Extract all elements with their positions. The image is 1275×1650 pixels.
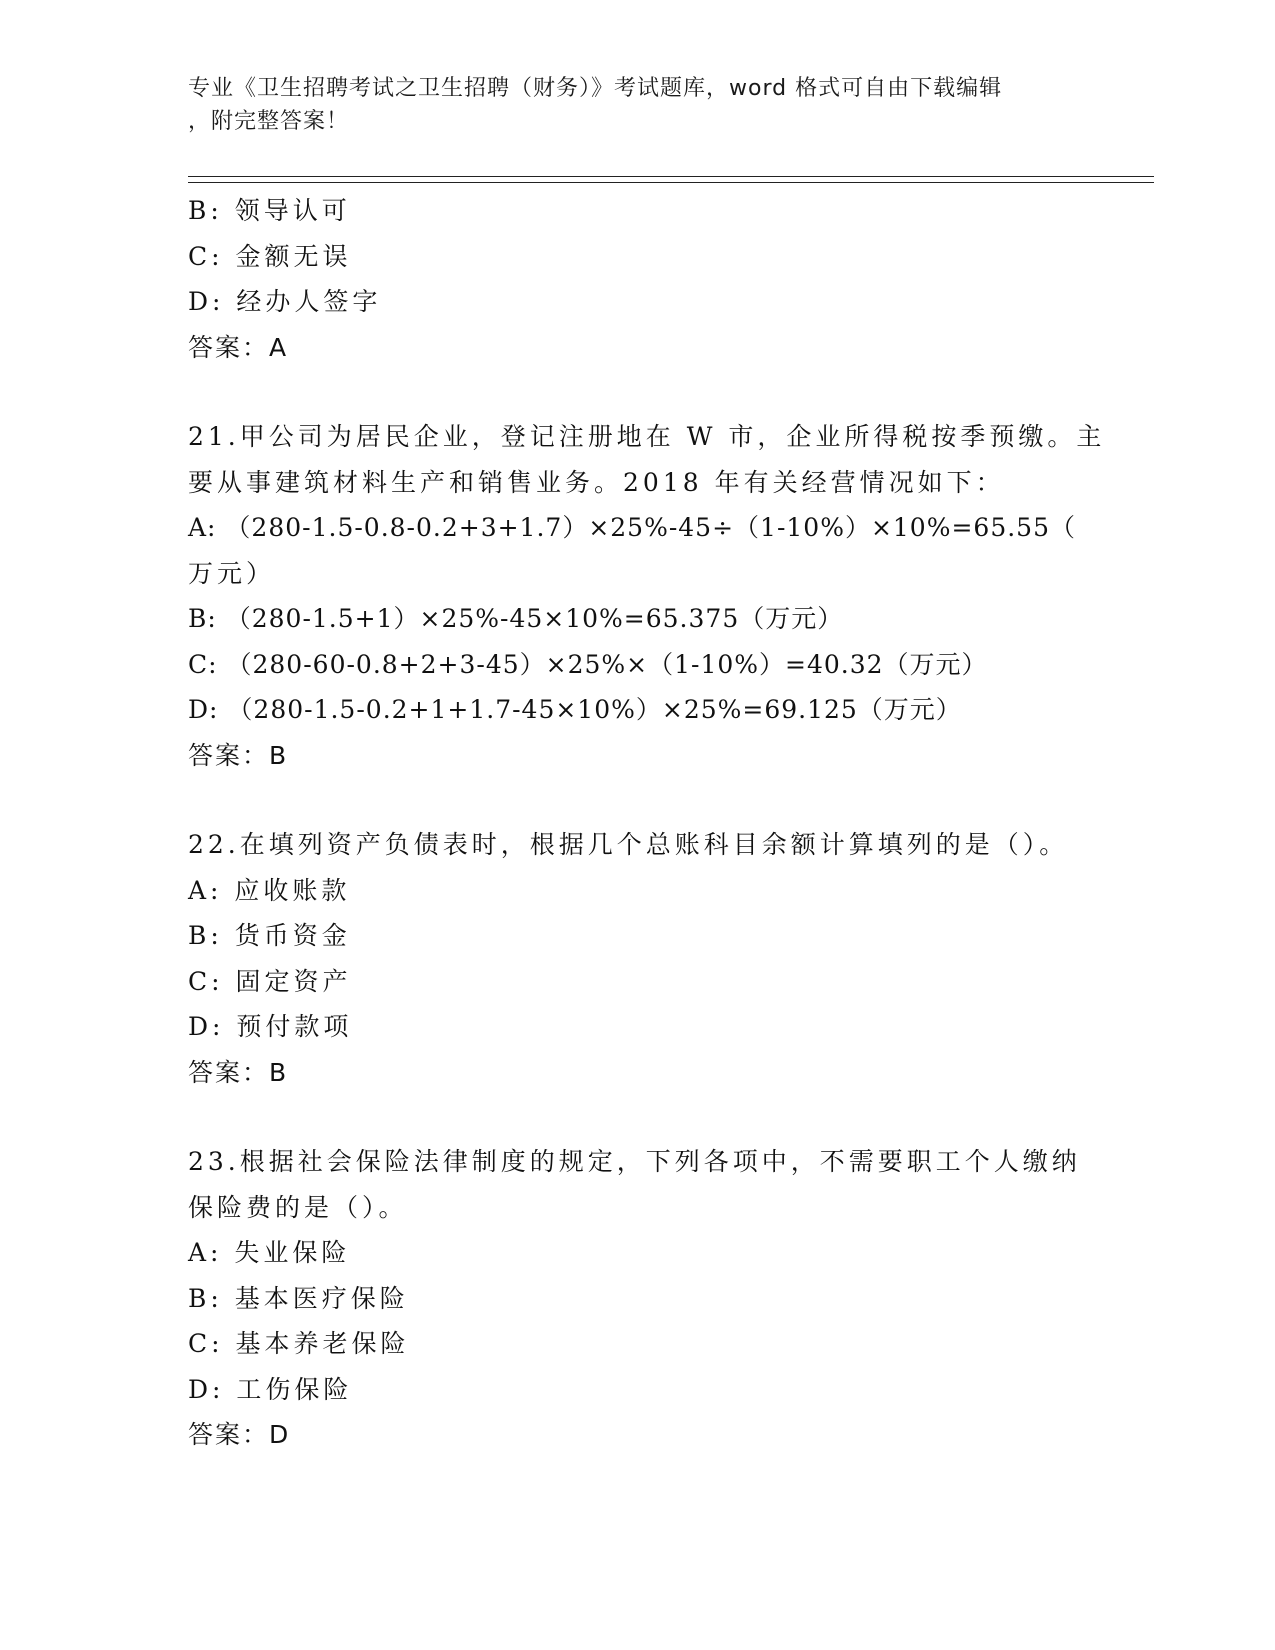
header-divider-top (188, 176, 1154, 177)
option-b: B: 货币资金 (188, 921, 351, 950)
option-c: C: （280-60-0.8+2+3-45）×25%×（1-10%）=40.32（万元） (188, 649, 988, 679)
document-body (188, 188, 1106, 1458)
option-c: C: 基本养老保险 (188, 1329, 410, 1358)
option-d: D: 预付款项 (188, 1012, 353, 1041)
answer: 答案：D (188, 1420, 291, 1449)
question-stem: 22.在填列资产负债表时，根据几个总账科目余额计算填列的是（）。 (188, 830, 1069, 859)
header-line-1: 专业《卫生招聘考试之卫生招聘（财务）》考试题库，word 格式可自由下载编辑 (188, 76, 1003, 101)
option-a: A: 应收账款 (188, 875, 351, 905)
question-stem-line-1: 23.根据社会保险法律制度的规定，下列各项中，不需要职工个人缴纳 (188, 1147, 1081, 1176)
answer: 答案：B (188, 740, 289, 770)
question-stem-line-2: 要从事建筑材料生产和销售业务。2018 年有关经营情况如下： (188, 467, 1005, 497)
option-c: C: 固定资产 (188, 966, 352, 996)
option-a-line-1: A: （280-1.5-0.8-0.2+3+1.7）×25%-45÷（1-10%）×10%=65.55（ (188, 513, 1076, 542)
option-d: D: 经办人签字 (188, 287, 382, 316)
option-d: D: 工伤保险 (188, 1374, 353, 1404)
answer: 答案：A (188, 332, 289, 362)
question-stem-line-1: 21.甲公司为居民企业，登记注册地在 W 市，企业所得税按季预缴。主 (188, 422, 1106, 451)
answer: 答案：B (188, 1057, 289, 1087)
header-line-2: ，附完整答案！ (188, 109, 350, 134)
question-21 (188, 414, 1106, 778)
option-a: A: 失业保险 (188, 1238, 351, 1267)
document-header (188, 72, 1068, 138)
option-b: B: 基本医疗保险 (188, 1283, 409, 1313)
option-b: B: （280-1.5+1）×25%-45×10%=65.375（万元） (188, 604, 844, 633)
option-d: D: （280-1.5-0.2+1+1.7-45×10%）×25%=69.125（万元） (188, 695, 962, 724)
option-a-line-2: 万元） (188, 558, 276, 588)
question-22 (188, 822, 1088, 1095)
option-c: C: 金额无误 (188, 241, 352, 271)
header-divider-bottom (188, 182, 1154, 183)
option-b: B: 领导认可 (188, 196, 351, 225)
question-23 (188, 1139, 1088, 1458)
question-stem-line-2: 保险费的是（）。 (188, 1192, 408, 1222)
question-20-tail (188, 188, 1088, 370)
